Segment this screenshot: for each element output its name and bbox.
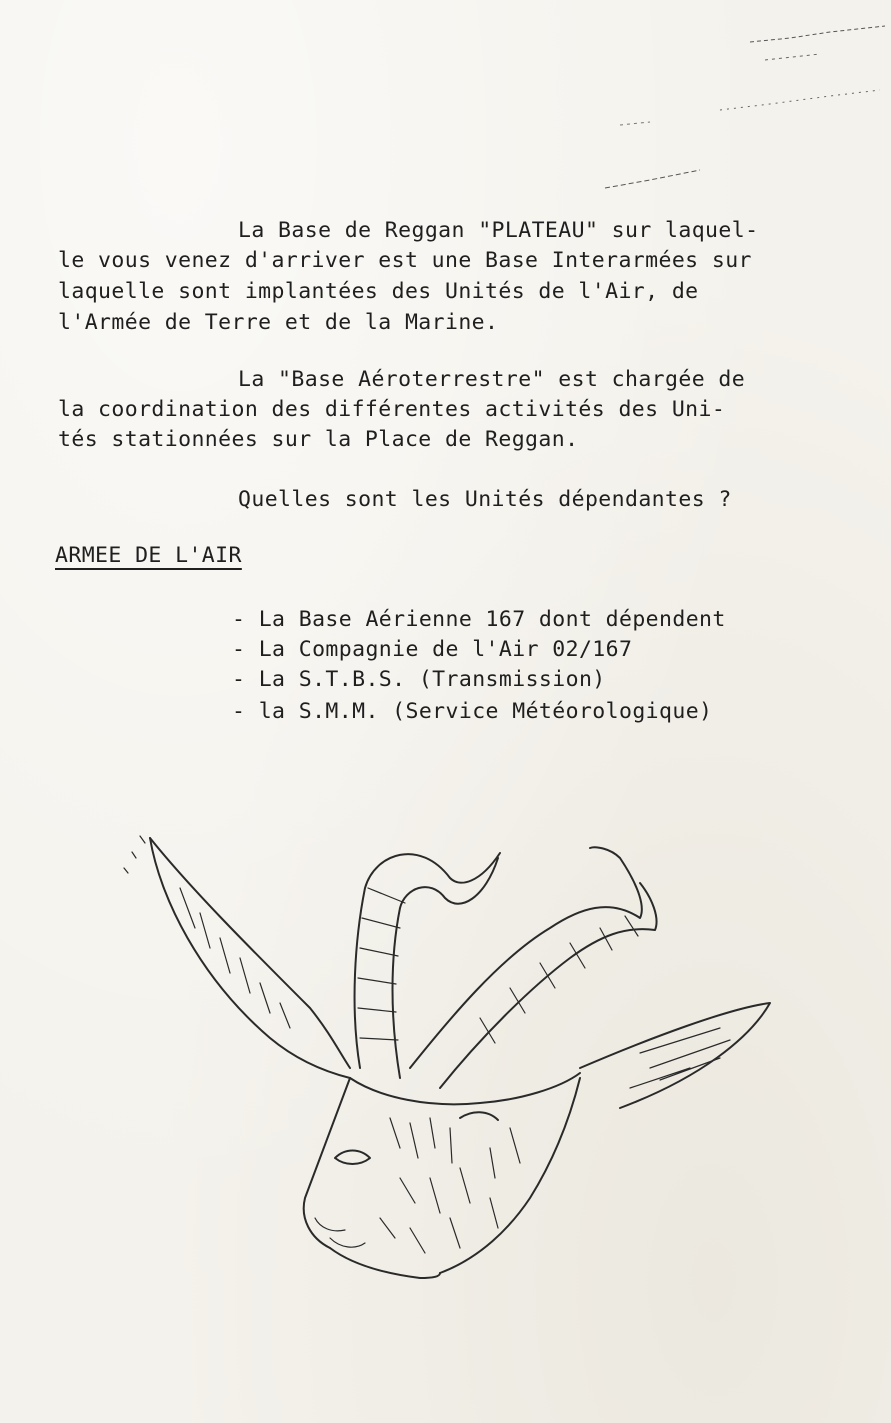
paragraph-1-line-1: La Base de Reggan "PLATEAU" sur laquel- bbox=[238, 218, 759, 243]
ink-scratch-marks bbox=[590, 20, 890, 200]
unit-list-item: - La Base Aérienne 167 dont dépendent bbox=[232, 607, 726, 632]
unit-list-item: - La Compagnie de l'Air 02/167 bbox=[232, 637, 633, 662]
question-line: Quelles sont les Unités dépendantes ? bbox=[238, 487, 732, 512]
section-heading-armee-de-l-air: ARMEE DE L'AIR bbox=[55, 543, 242, 568]
paragraph-2-line-1: La "Base Aéroterrestre" est chargée de bbox=[238, 367, 746, 392]
paragraph-1-line-2: le vous venez d'arriver est une Base Interarmées sur bbox=[58, 248, 752, 273]
paragraph-2-line-2: la coordination des différentes activités des Uni- bbox=[58, 397, 726, 422]
unit-list-item: - la S.M.M. (Service Météorologique) bbox=[232, 699, 713, 724]
paragraph-1-line-4: l'Armée de Terre et de la Marine. bbox=[58, 310, 499, 335]
paragraph-1-line-3: laquelle sont implantées des Unités de l'Air, de bbox=[58, 279, 699, 304]
unit-list-item: - La S.T.B.S. (Transmission) bbox=[232, 667, 606, 692]
ibex-head-drawing bbox=[100, 818, 790, 1298]
paragraph-2-line-3: tés stationnées sur la Place de Reggan. bbox=[58, 427, 579, 452]
